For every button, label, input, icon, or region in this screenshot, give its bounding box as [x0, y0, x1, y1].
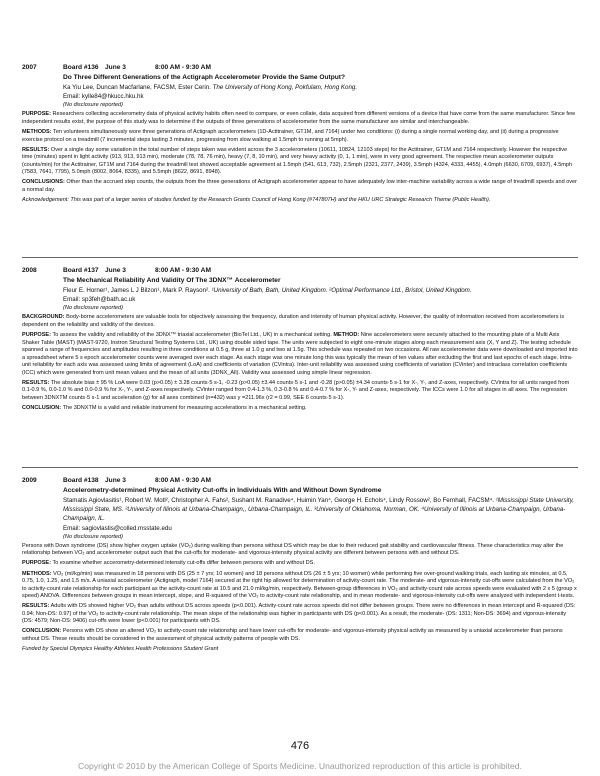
abstract-section — [22, 571, 578, 601]
disclosure: (No disclosure reported) — [63, 533, 124, 540]
divider — [22, 467, 578, 468]
section-label: CONCLUSION: — [22, 404, 62, 411]
authors: Ka Yiu Lee, Duncan Macfarlane, FACSM, Ester Cerin. — [63, 84, 211, 91]
abstract-header — [22, 63, 578, 73]
abstract-section — [22, 111, 578, 126]
section-text: VO₂ (ml/kg/min) was measured in 18 persons with DS (25 ± 7 yrs; 10 women) and 18 persons without DS (26 ± 5 yrs; 10 women) while performing five over-ground walking trials, each lasting six minutes, at 0.5, 0.75, 1.0, 1.25, and 1.5 m/s. A uniaxial accelerometer (Actigraph, model 7164) secured at the right hip allowed for determination of activity-count rate. The moderate- and vigorous-intensity cut-offs were calculated from the VO₂ to activity-count rate relationship for each participant as the activity-count rate at 10.5 and 21.0 ml/kg/min, respectively. Between-group differences in VO₂ and activity-count rate across speeds were evaluated with 2 x 5 (group x speed) ANOVA. Differences between groups in mean intercept, slope, and R-squared of the VO₂ to activity-count rate relationship, and in mean moderate- and vigorous-intensity cut-offs were analyzed with independent t-tests. — [22, 570, 577, 599]
section-label: PURPOSE: — [22, 111, 51, 118]
board-number: Board #136 — [63, 64, 99, 71]
session-date: June 3 — [105, 267, 126, 274]
section-label: METHODS: — [22, 570, 52, 577]
abstract-2009 — [22, 476, 578, 653]
section-label: PURPOSE: — [22, 332, 51, 338]
section-label: RESULTS: — [22, 603, 50, 610]
section-text: Other than the accrued step counts, the outputs from the three generations of Actigraph accelerometer appear to have adequately low inter-machine variability across a wide range of treadmill speeds and over a normal day. — [22, 179, 577, 193]
abstract-header — [22, 476, 578, 486]
abstract-2008 — [22, 266, 578, 415]
section-text: Nine accelerometers were securely attached to the mounting plate of a Multi Axis Shaker Table (MAST) (MAST-9720, Instron Structural Testing Systems Ltd., UK) using double sided tape. The units were subjected to eight one-minute stages along each measurement axis (X, Y and Z). The testing schedule spanned a range of frequencies and amplitudes resulting in three conditions at 0.5 g, three at 1.0 g and two at 1.5g. This schedule was repeated on two occasions. All raw accelerometer data were downloaded and imported into a spreadsheet where 5 s epoch accelerometer counts were averaged over each stage. As each stage was one minute long this was typically the mean of ten values after excluding the first and last epochs of each stage. Intra-unit reliability for each axis was assessed using limits of agreement (LoA) and coefficients of variation (CVintra). Inter-unit reliability was assessed using coefficients of variation (CVinter) and intraclass correlation coefficients (ICC) which were generated from unit mean values and the mean of all units (3DNX_All). Validity was assessed using simple linear regression. — [22, 332, 578, 376]
abstract-section — [22, 560, 578, 568]
divider — [22, 257, 578, 258]
abstract-section — [22, 179, 578, 194]
affiliation: ¹Mississippi State University, Mississippi State, MS. ²University of Illinois at Urbana-Champaign,, Urbana-Champaign, IL. ³University of Oklahoma, Norman, OK. ⁴University of Illinois at Urbana-Champaign, Urbana-Champaign, IL. — [63, 497, 574, 523]
section-text: Persons with DS show an altered VO₂ to activity-count rate relationship and have lower cut-offs for moderate- and vigorous-intensity physical activity as measured by a uniaxial accelerometer than persons without DS. These results should be considered in the assessment of physical activity patterns of people with DS. — [22, 628, 563, 642]
section-label: PURPOSE: — [22, 560, 51, 567]
section-text: The 3DNXTM is a valid and reliable instrument for measuring accelerations in a mechanical setting. — [62, 404, 307, 411]
section-text: To assess the validity and reliability of the 3DNX™ triaxial accelerometer (BioTel Ltd., UK) in a mechanical setting. — [52, 332, 332, 338]
abstract-section — [22, 332, 578, 377]
session-time: 8:00 AM - 9:30 AM — [155, 477, 211, 484]
abstract-number: 2007 — [22, 64, 37, 71]
abstract-title: Do Three Different Generations of the Actigraph Accelerometer Provide the Same Output? — [63, 74, 345, 81]
section-text: The absolute bias ± 95 % LoA were 0.03 (p>0.05) ± 3.28 counts·5 s-1, -0.23 (p>0.05) ±3.44 counts·5 s-1 and -0.28 (p>0.05) ±4.34 counts·5 s-1 for X-, Y-, and Z-axes, respectively. CVintra for all units ranged from 0.1-0.9 %, 0.0-1.0 % and 0.0-0.9 % for X-, Y-, and Z-axes respectively. CVinter ranged from 0.4-1.3 %, 0.3-0.8 % and 0.4-0.7 % for X-, Y- and Z-axes, respectively. The ICCs were 1.0 for all stages in all axes. The regression between 3DNXTM counts·5 s-1 and acceleration (g) for all axes combined (n=432) was y =211.96x (r2 = 0.99, SEE 6 counts·5 s-1). — [22, 379, 570, 401]
section-label: METHODS: — [22, 129, 52, 135]
abstract-section — [22, 628, 578, 643]
abstract-header — [22, 266, 578, 276]
session-time: 8:00 AM - 9:30 AM — [155, 267, 211, 274]
board-number: Board #138 — [63, 477, 99, 484]
section-text: Ten volunteers simultaneously wore three generations of Actigraph accelerometers (1D-Actitrainer, GT1M, and 7164) under two conditions: (i) during a single normal working day, and (ii) during a progressive exercise protocol on a treadmill (7 incremental steps lasting 3 minutes, progressing from slow walking at 1.5mph to running at 5mph). — [22, 129, 559, 143]
page-number: 476 — [290, 740, 310, 752]
funding-note: Funded by Special Olympics Healthy Athletes Health Professions Student Grant — [22, 645, 219, 652]
author-line — [63, 496, 578, 524]
authors: Fleur E. Horner¹, James L J Bilzon¹, Mark P. Rayson². — [63, 287, 210, 294]
affiliation: The University of Hong Kong, Pokfulam, Hong Kong. — [212, 84, 358, 91]
section-label: RESULTS: — [22, 146, 50, 153]
session-time: 8:00 AM - 9:30 AM — [155, 64, 211, 71]
section-text: Researchers collecting accelerometry data of physical activity habits often need to compare, or even collate, data acquired from different versions of a device that have come from the same manufacturer. Since few independent results exist, the purpose of this study was to determine if the outputs of three generations of accelerometer from the same manufacturer are similar and interchangeable. — [22, 111, 576, 125]
section-label: RESULTS: — [22, 379, 50, 386]
copyright-notice: Copyright © 2010 by the American College of Sports Medicine. Unauthorized reproduction of this article is prohibited. — [78, 761, 522, 771]
abstract-number: 2009 — [22, 477, 37, 484]
email: Email: sp3feh@bath.ac.uk — [63, 296, 136, 304]
abstract-section — [22, 147, 578, 177]
author-line — [63, 83, 578, 92]
section-label: CONCLUSIONS: — [22, 179, 65, 186]
abstract-section — [22, 603, 578, 626]
affiliation: ¹University of Bath, Bath, United Kingdom. ²Optimal Performance Ltd., Bristol, United Kingdom. — [211, 287, 472, 294]
session-date: June 3 — [105, 477, 126, 484]
email: Email: sagiovlastis@colled.msstate.edu — [63, 524, 172, 532]
authors: Stamatis Agiovlasitis¹, Robert W. Motl², Christopher A. Fahs², Sushant M. Ranadive⁴, Huimin Yan⁴, George H. Echols⁴, Lindy Rossow², Bo Fernhall, FACSM⁴. — [63, 497, 494, 504]
disclosure: (No disclosure reported) — [63, 102, 124, 109]
board-number: Board #137 — [63, 267, 99, 274]
abstract-2007 — [22, 63, 578, 204]
abstract-title: The Mechanical Reliability And Validity Of The 3DNX™ Accelerometer — [63, 277, 281, 284]
section-text: Adults with DS showed higher VO₂ than adults without DS across speeds (p<0.001). Activity-count rate across speeds did not differ between groups. There were no differences in mean intercept and R-squared (DS: 0.94; Non-DS: 0.97) of the VO₂ to activity-count rate relationship. The mean slope of the relationship was higher in participants with DS (p<0.001). As a result, the moderate- (DS: 1311; Non-DS: 3694) and vigorous-intensity (DS: 4579; Non-DS: 9406) cut-offs were lower (p<0.001) for participants with DS. — [22, 603, 576, 625]
abstract-section — [22, 380, 578, 403]
disclosure: (No disclosure reported) — [63, 305, 124, 312]
abstract-section — [22, 129, 578, 144]
funding-note: Acknowledgement: This was part of a larger series of studies funded by the Research Grants Council of Hong Kong (#747807H) and the HKU URC Strategic Research Theme (Public Health). — [22, 196, 491, 203]
abstract-section — [22, 314, 578, 329]
section-text: Over a single day some variation in the total number of steps taken was evident across the 3 accelerometers (10611, 10824, 12103 steps) for the Actitrainer, GT1M and 7164 respectively. However the respective time (minutes) spent in light activity (913, 913, 913 min), moderate (78, 78, 76 min), heavy (7, 8, 10 min), and very heavy activity (0, 1, 1 min), were in very good agreement. The respective mean accelerometer outputs (counts/min) for the Actitrainer, GT1M and 7164 during the treadmill test showed acceptable agreement at 1.5mph (541, 613, 732), 2.5mph (2321, 2377, 2439), 3.5mph (4324, 4333, 4455), 4.0mph (6630, 6709, 6937), 4.5mph (7583, 7641, 7795), 5.0mph (8002, 8064, 8335), and 5.5mph (8622, 8691, 8948). — [22, 146, 573, 176]
abstract-section — [22, 543, 578, 558]
section-text: Persons with Down syndrome (DS) show higher oxygen uptake (VO₂) during walking than persons without DS which may be due to their reduced gait stability and cardiovascular fitness. These characteristics may alter the relationship between VO₂ and accelerometer output such that the cut-offs for moderate- and vigorous-intensity physical activity are different between persons with and without DS. — [22, 542, 564, 557]
section-text: Body-borne accelerometers are valuable tools for objectively assessing the frequency, duration and intensity of human physical activity. However, the quality of information received from accelerometers is dependent on the reliability and validity of the devices. — [22, 314, 565, 328]
abstract-number: 2008 — [22, 267, 37, 274]
author-line — [63, 286, 578, 295]
abstract-title: Accelerometry-determined Physical Activity Cut-offs in Individuals With and Without Down Syndrome — [63, 487, 382, 494]
abstract-section — [22, 405, 578, 413]
section-label: CONCLUSION: — [22, 628, 62, 635]
section-label: BACKGROUND: — [22, 314, 65, 321]
email: Email: kylle84@hkucc.hku.hk — [63, 93, 144, 101]
section-label: METHOD: — [333, 332, 360, 338]
section-text: To examine whether accerometry-determined intensity cut-offs differ between persons with and without DS. — [52, 560, 315, 567]
session-date: June 3 — [105, 64, 126, 71]
